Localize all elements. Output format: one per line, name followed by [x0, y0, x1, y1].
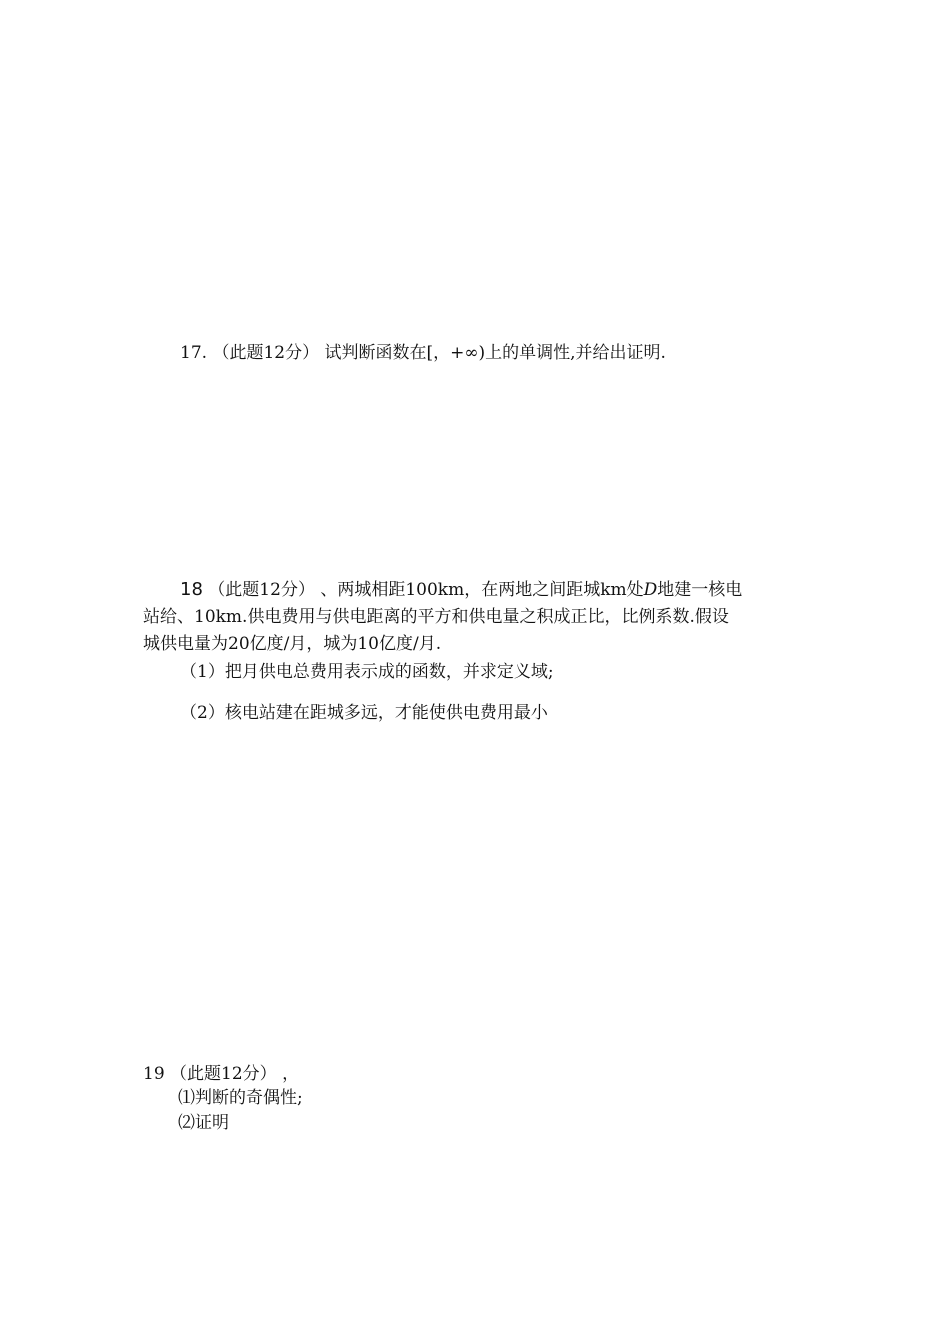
- point-d-label: D: [643, 580, 658, 600]
- question-18-line-3: 城供电量为20亿度/月，城为10亿度/月.: [143, 634, 442, 654]
- question-18-part-1: （1）把月供电总费用表示成的函数，并求定义域;: [180, 662, 554, 682]
- question-17: [180, 342, 666, 364]
- question-19-part-1-text: ⑴判断的奇偶性;: [178, 1088, 303, 1108]
- question-18: [143, 576, 823, 727]
- question-19-header-text: 19 （此题12分） ，: [143, 1064, 300, 1084]
- question-19-part-1: [178, 1087, 303, 1109]
- question-18-part-2: （2）核电站建在距城多远，才能使供电费用最小: [180, 703, 548, 723]
- question-19-header: [143, 1063, 299, 1085]
- question-18-line-2: 站给、10km.供电费用与供电距离的平方和供电量之积成正比，比例系数.假设: [143, 607, 729, 627]
- question-19-part-2-text: ⑵证明: [178, 1113, 229, 1133]
- question-17-text: 17. （此题12分） 试判断函数在[，+∞)上的单调性,并给出证明.: [180, 343, 666, 363]
- question-18-line-1: [180, 576, 860, 604]
- question-19-part-2: [178, 1112, 229, 1134]
- question-18-number: 18: [180, 579, 203, 600]
- question-18-line-1-b: 地建一核电: [657, 580, 743, 600]
- question-18-line-1-a: （此题12分） 、两城相距100km，在两地之间距城km处: [202, 580, 644, 600]
